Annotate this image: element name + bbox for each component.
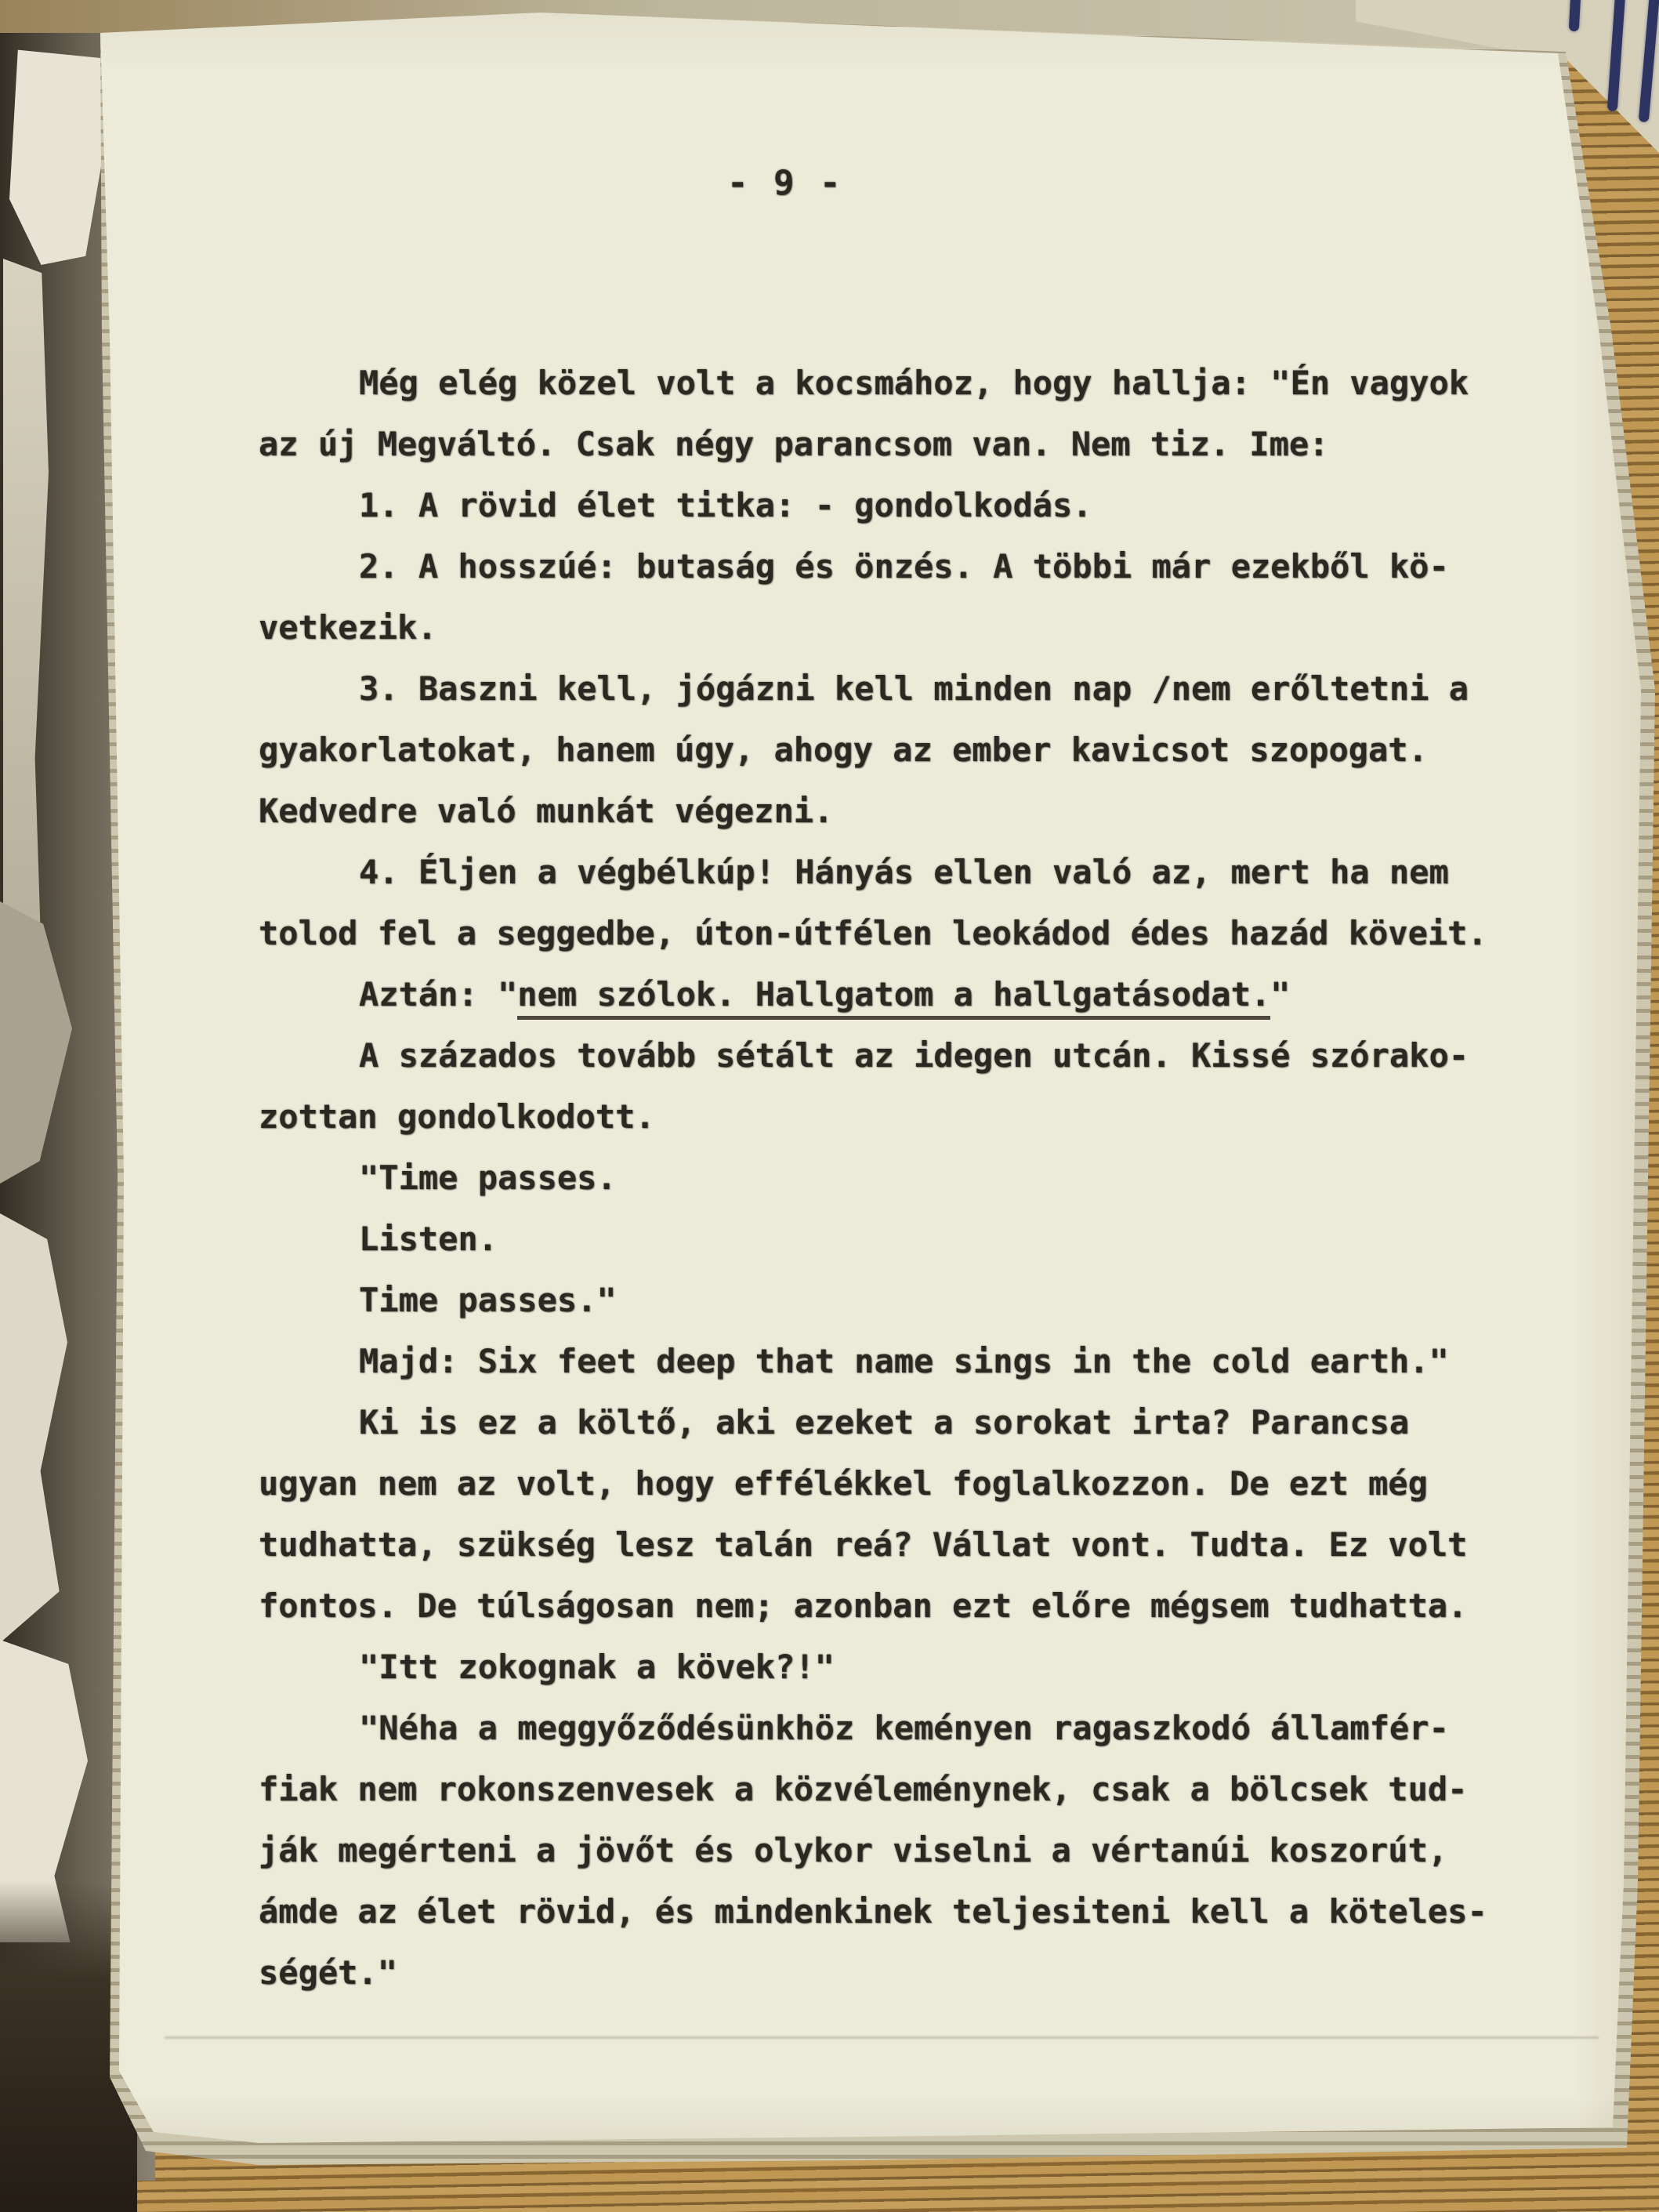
text-line [259,781,1497,842]
text-segment: ugyan nem az volt, hogy effélékkel foglalkozzon. De ezt még [259,1464,1428,1503]
text-line [259,1759,1497,1820]
text-line [259,1209,1497,1270]
text-segment: A százados tovább sétált az idegen utcán. Kissé szórako- [359,1036,1469,1075]
text-line [259,842,1497,903]
text-line [259,1453,1497,1514]
text-segment: 1. A rövid élet titka: - gondolkodás. [359,486,1092,524]
text-segment: fontos. De túlságosan nem; azonban ezt előre mégsem tudhatta. [259,1586,1468,1625]
text-line [259,353,1497,414]
pen-stroke [1569,0,1581,31]
text-lines [259,353,1497,2003]
text-segment: Aztán: " [359,975,518,1014]
text-line [259,658,1497,720]
text-line [259,964,1497,1025]
text-segment: gyakorlatokat, hanem úgy, ahogy az ember kavicsot szopogat. [259,731,1428,769]
text-segment: 2. A hosszúé: butaság és önzés. A többi már ezekből kö- [359,547,1449,586]
text-segment: "Néha a meggyőződésünkhöz keményen ragaszkodó államfér- [359,1709,1449,1747]
underlined-text: nem szólok. Hallgatom a hallgatásodat. [517,975,1270,1020]
text-line [259,475,1497,536]
text-line [259,597,1497,658]
text-line [259,1148,1497,1209]
text-segment: " [1270,975,1291,1014]
text-segment: ják megérteni a jövőt és olykor viselni a vértanúi koszorút, [259,1831,1448,1869]
text-segment: az új Megváltó. Csak négy parancsom van. Nem tiz. Ime: [259,425,1329,463]
text-line [259,536,1497,597]
text-line [259,1942,1497,2003]
text-segment: Majd: Six feet deep that name sings in the cold earth." [359,1342,1449,1380]
text-segment: 3. Baszni kell, jógázni kell minden nap /nem erőltetni a [359,669,1469,708]
text-line [259,1025,1497,1086]
text-segment: fiak nem rokonszenvesek a közvéleménynek, csak a bölcsek tud- [259,1770,1468,1808]
text-line [259,720,1497,781]
text-segment: ámde az élet rövid, és mindenkinek teljesiteni kell a köteles- [259,1892,1487,1931]
text-segment: Listen. [359,1220,498,1258]
text-segment: vetkezik. [259,608,437,647]
text-line [259,903,1497,964]
text-segment: Ki is ez a költő, aki ezeket a sorokat irta? Parancsa [359,1403,1410,1441]
text-line [259,414,1497,475]
text-line [259,1698,1497,1759]
page-crease [165,2036,1599,2039]
text-segment: ségét." [259,1953,398,1992]
text-segment: Kedvedre való munkát végezni. [259,792,834,830]
text-segment: Time passes." [359,1281,617,1319]
text-line [259,1820,1497,1881]
text-line [259,1086,1497,1148]
text-line [259,1270,1497,1331]
text-segment: "Itt zokognak a kövek?!" [359,1648,835,1686]
text-line [259,1514,1497,1576]
text-segment: tudhatta, szükség lesz talán reá? Vállat vont. Tudta. Ez volt [259,1525,1468,1564]
page-number: - 9 - [727,163,843,203]
text-line [259,1331,1497,1392]
text-segment: zottan gondolkodott. [259,1097,655,1136]
text-segment: 4. Éljen a végbélkúp! Hányás ellen való az, mert ha nem [359,853,1449,891]
text-segment: "Time passes. [359,1159,617,1197]
text-line [259,1392,1497,1453]
text-segment: tolod fel a seggedbe, úton-útfélen leokádod édes hazád köveit. [259,914,1487,952]
text-segment: Még elég közel volt a kocsmához, hogy hallja: "Én vagyok [359,364,1469,402]
text-line [259,1637,1497,1698]
text-line [259,1576,1497,1637]
text-line [259,1881,1497,1942]
